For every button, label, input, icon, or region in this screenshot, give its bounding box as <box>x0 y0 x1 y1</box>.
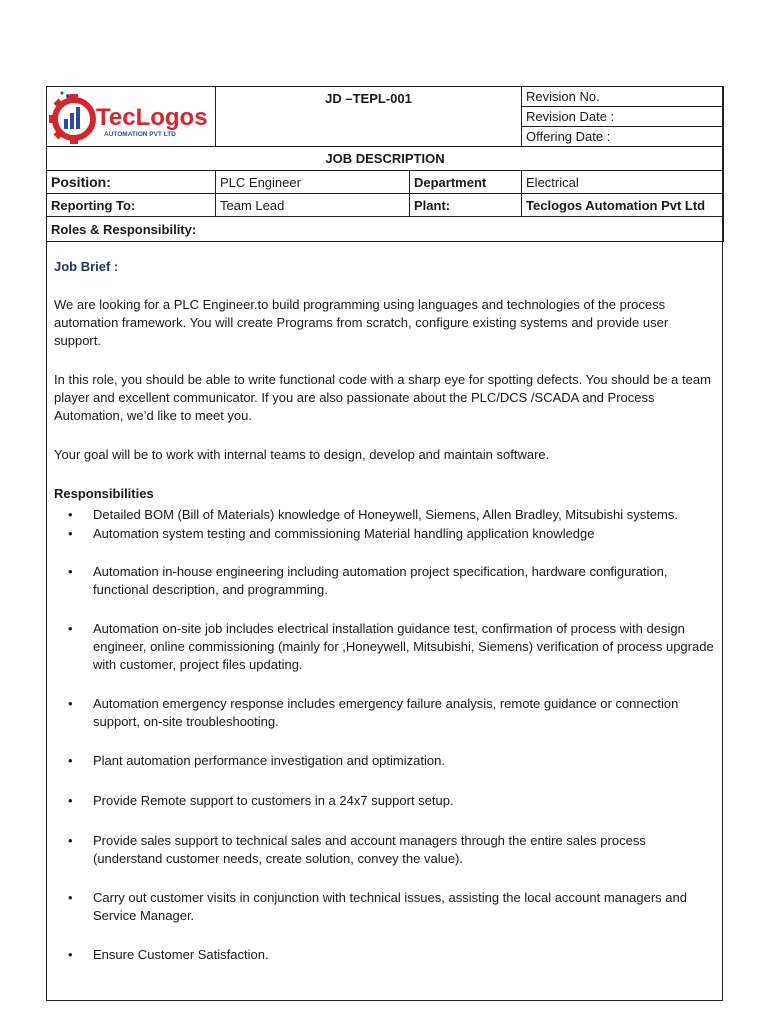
job-description-title: JOB DESCRIPTION <box>47 147 724 171</box>
gear-icon <box>49 92 93 145</box>
bullet-icon: • <box>68 947 73 962</box>
list-item: • Detailed BOM (Bill of Materials) knowledge of Honeywell, Siemens, Allen Bradley, Mitsubishi systems. <box>68 507 678 522</box>
bullet-icon: • <box>68 753 73 768</box>
reporting-label: Reporting To: <box>47 194 216 217</box>
revision-date: Revision Date : <box>522 107 724 127</box>
list-item: • Automation in-house engineering including automation project specification, hardware configuration, functional description, and programming. <box>68 564 668 597</box>
reporting-value: Team Lead <box>216 194 410 217</box>
list-item: • Provide sales support to technical sales and account managers through the entire sales process (understand customer needs, create solution, convey the value). <box>68 833 646 866</box>
bullet-icon: • <box>68 507 73 522</box>
list-item: • Plant automation performance investigation and optimization. <box>68 753 445 768</box>
position-value: PLC Engineer <box>216 171 410 194</box>
list-item: • Automation on-site job includes electrical installation guidance test, confirmation of process with design engineer, online commissioning (mainly for ,Honeywell, Mitsubishi, Siemens) verification of process upgrade with customer, project files updating. <box>68 621 714 672</box>
bullet-icon: • <box>68 564 73 579</box>
logo-text: TecLogos <box>96 104 208 131</box>
list-item: • Automation emergency response includes emergency failure analysis, remote guidance or connection support, on-site troubleshooting. <box>68 696 679 729</box>
list-item: • Provide Remote support to customers in a 24x7 support setup. <box>68 793 454 808</box>
doc-code: JD –TEPL-001 <box>216 87 522 147</box>
logo-subtext: AUTOMATION PVT LTD <box>104 131 176 138</box>
department-label: Department <box>410 171 522 194</box>
document-body <box>54 258 716 964</box>
roles-heading: Roles & Responsibility: <box>47 217 724 242</box>
bullet-icon: • <box>68 833 73 848</box>
list-item: • Carry out customer visits in conjunction with technical issues, assisting the local account managers and Service Manager. <box>68 890 687 923</box>
revision-no: Revision No. <box>522 87 724 107</box>
teclogos-logo <box>48 89 216 145</box>
bullet-icon: • <box>68 621 73 636</box>
list-item: • Ensure Customer Satisfaction. <box>68 947 269 962</box>
offering-date: Offering Date : <box>522 127 724 147</box>
paragraph-goal: Your goal will be to work with internal teams to design, develop and maintain software. <box>54 447 550 462</box>
plant-value: Teclogos Automation Pvt Ltd <box>522 194 724 217</box>
bullet-icon: • <box>68 696 73 711</box>
bullet-icon: • <box>68 890 73 905</box>
bullet-icon: • <box>68 526 73 541</box>
bullet-icon: • <box>68 793 73 808</box>
responsibilities-list <box>54 506 716 964</box>
department-value: Electrical <box>522 171 724 194</box>
responsibilities-heading: Responsibilities <box>54 486 154 501</box>
paragraph-intro: We are looking for a PLC Engineer.to build programming using languages and technologies of the process automation framework. You will create Programs from scratch, configure existing systems and provide user support. <box>54 297 669 348</box>
job-brief-label: Job Brief : <box>54 259 119 274</box>
paragraph-role: In this role, you should be able to write functional code with a sharp eye for spotting defects. You should be a team player and excellent communicator. If you are also passionate about the PLC/DCS /SCADA and Process Automation, we’d like to meet you. <box>54 372 711 423</box>
list-item: • Automation system testing and commissioning Material handling application knowledge <box>68 526 595 541</box>
position-label: Position: <box>47 171 216 194</box>
plant-label: Plant: <box>410 194 522 217</box>
